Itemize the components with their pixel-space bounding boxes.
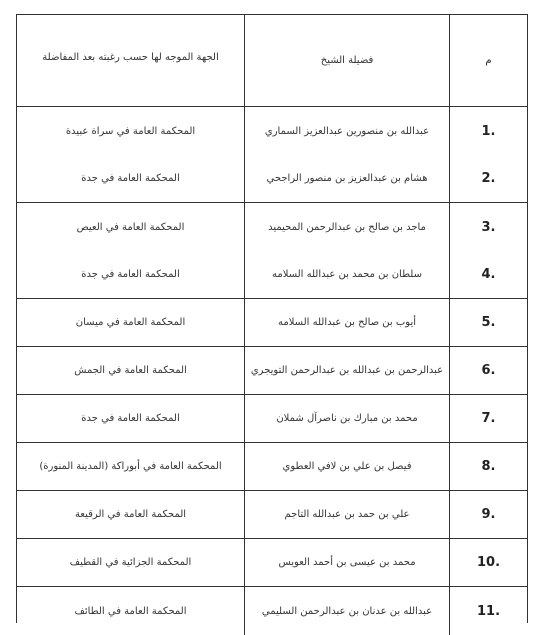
row-number: 7. — [449, 395, 527, 442]
row-number: 6. — [449, 347, 527, 394]
header-court: الجهة الموجه لها حسب رغبته بعد المفاضلة — [42, 52, 219, 63]
row-court: المحكمة العامة في الرقيعة — [74, 509, 187, 520]
row-name: محمد بن عيسى بن أحمد العويس — [244, 539, 449, 586]
row-name: سلطان بن محمد بن عبدالله السلامه — [244, 251, 449, 298]
row-name: هشام بن عبدالعزيز بن منصور الراجحي — [244, 155, 449, 202]
row-number: 5. — [449, 299, 527, 346]
row-name: عبدالله بن عدنان بن عبدالرحمن السليمي — [244, 587, 449, 635]
nominations-table — [16, 14, 528, 623]
row-number: 3. — [449, 203, 527, 251]
header-number: م — [449, 15, 527, 106]
row-name: محمد بن مبارك بن ناصرآل شملان — [244, 395, 449, 442]
row-name: فيصل بن علي بن لافي العطوي — [244, 443, 449, 490]
row-name: عبدالله بن منصورين عبدالعزيز السماري — [244, 107, 449, 155]
row-number: 9. — [449, 491, 527, 538]
row-number: 4. — [449, 251, 527, 298]
table-row — [17, 587, 527, 635]
header-name: فضيلة الشيخ — [244, 15, 449, 106]
row-name: علي بن حمد بن عبدالله التاجم — [244, 491, 449, 538]
row-court: المحكمة العامة في الجمش — [74, 365, 187, 376]
row-court: المحكمة العامة في العيص — [76, 221, 185, 233]
row-name: ماجد بن صالح بن عبدالرحمن المحيميد — [244, 203, 449, 251]
row-court: المحكمة العامة في الطائف — [74, 605, 187, 617]
row-name: أيوب بن صالح بن عبدالله السلامه — [244, 299, 449, 346]
table-row — [17, 347, 527, 395]
table-row — [17, 251, 527, 299]
table-row — [17, 107, 527, 155]
row-number: 11. — [449, 587, 527, 635]
row-court: المحكمة العامة في ميسان — [75, 317, 186, 328]
table-row — [17, 299, 527, 347]
row-number: 10. — [449, 539, 527, 586]
row-court: المحكمة الجزائية في القطيف — [69, 557, 192, 568]
row-number: 1. — [449, 107, 527, 155]
table-row — [17, 155, 527, 203]
row-number: 2. — [449, 155, 527, 202]
row-name: عبدالرحمن بن عبدالله بن عبدالرحمن التويجري — [244, 347, 449, 394]
table-row — [17, 443, 527, 491]
row-court: المحكمة العامة في جدة — [81, 173, 180, 184]
table-row — [17, 491, 527, 539]
row-number: 8. — [449, 443, 527, 490]
row-court: المحكمة العامة في سراة عبيدة — [65, 125, 196, 137]
table-header — [17, 15, 527, 107]
table-row — [17, 203, 527, 251]
row-court: المحكمة العامة في جدة — [81, 413, 180, 424]
row-court: المحكمة العامة في جدة — [81, 269, 180, 280]
table-row — [17, 395, 527, 443]
row-court: المحكمة العامة في أبوراكة (المدينة المنورة) — [39, 461, 222, 472]
table-row — [17, 539, 527, 587]
